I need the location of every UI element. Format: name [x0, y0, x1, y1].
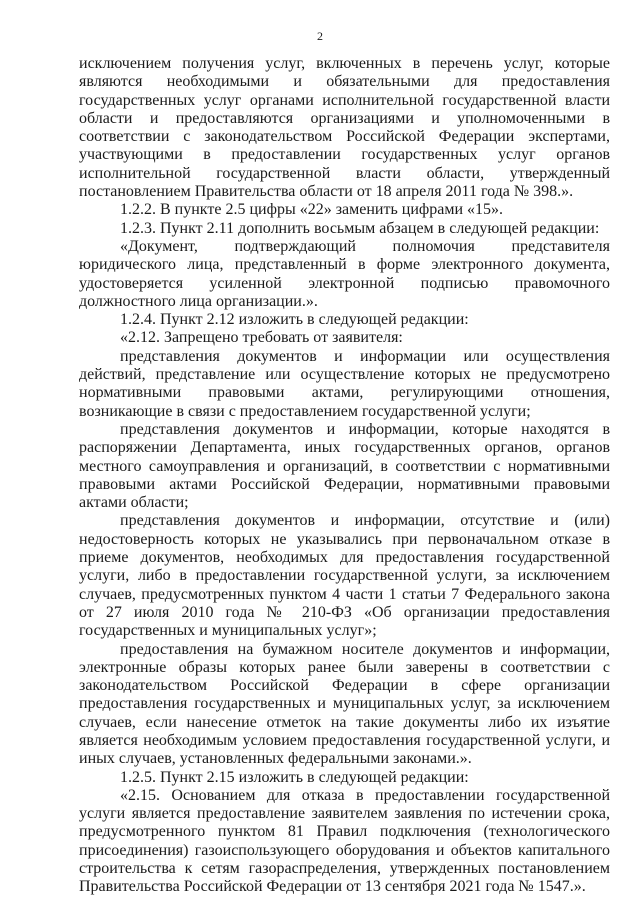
- paragraph: «2.12. Запрещено требовать от заявителя:: [120, 329, 403, 347]
- page-number: 2: [317, 29, 323, 43]
- paragraph: 1.2.2. В пункте 2.5 цифры «22» заменить цифрами «15».: [120, 201, 504, 219]
- paragraph: исключением получения услуг, включенных в перечень услуг, которые являются необходимыми и обязательными для предоставления государственных услуг органами исполнительной государственной власти области и предоставляются организациями и уполномоченными в соответствии с законодательством Российской Федерации экспертами, участвующими в предоставлении государственных услуг органов исполнительной государственной власти области, утвержденный постановлением Правительства области от 18 апреля 2011 года № 398.».: [79, 55, 610, 201]
- paragraph: «Документ, подтверждающий полномочия представителя юридического лица, представленный в форме электронного документа, удостоверяется усиленной электронной подписью правомочного должностного лица организации.».: [79, 237, 610, 310]
- paragraph: предоставления на бумажном носителе документов и информации, электронные образы которых ранее были заверены в соответствии с законодательством Российской Федерации в сфере организации предоставления государственных и муниципальных услуг, за исключением случаев, если нанесение отметок на такие документы либо их изъятие является необходимым условием предоставления государственной услуги, и иных случаев, установленных федеральными законами.».: [79, 640, 610, 768]
- document-body: [79, 55, 610, 897]
- paragraph: представления документов и информации, которые находятся в распоряжении Департамента, иных государственных органов, органов местного самоуправления и организаций, в соответствии с нормативными правовыми актами Российской Федерации, нормативными правовыми актами области;: [79, 420, 610, 512]
- paragraph: 1.2.3. Пункт 2.11 дополнить восьмым абзацем в следующей редакции:: [120, 219, 600, 237]
- paragraph: представления документов и информации или осуществления действий, представление или осуществление которых не предусмотрено нормативными правовыми актами, регулирующими отношения, возникающие в связи с предоставлением государственной услуги;: [79, 347, 610, 420]
- paragraph: «2.15. Основанием для отказа в предоставлении государственной услуги является предоставление заявителем заявления по истечении срока, предусмотренного пунктом 81 Правил подключения (технологического присоединения) газоиспользующего оборудования и объектов капитального строительства к сетям газораспределения, утвержденных постановлением Правительства Российской Федерации от 13 сентября 2021 года № 1547.».: [79, 786, 610, 896]
- paragraph: представления документов и информации, отсутствие и (или) недостоверность которых не указывались при первоначальном отказе в приеме документов, необходимых для предоставления государственной услуги, либо в предоставлении государственной услуги, за исключением случаев, предусмотренных пунктом 4 части 1 статьи 7 Федерального закона от 27 июля 2010 года № 210-ФЗ «Об организации предоставления государственных и муниципальных услуг»;: [79, 512, 610, 640]
- paragraph: 1.2.5. Пункт 2.15 изложить в следующей редакции:: [120, 768, 469, 786]
- paragraph: 1.2.4. Пункт 2.12 изложить в следующей редакции:: [120, 311, 469, 329]
